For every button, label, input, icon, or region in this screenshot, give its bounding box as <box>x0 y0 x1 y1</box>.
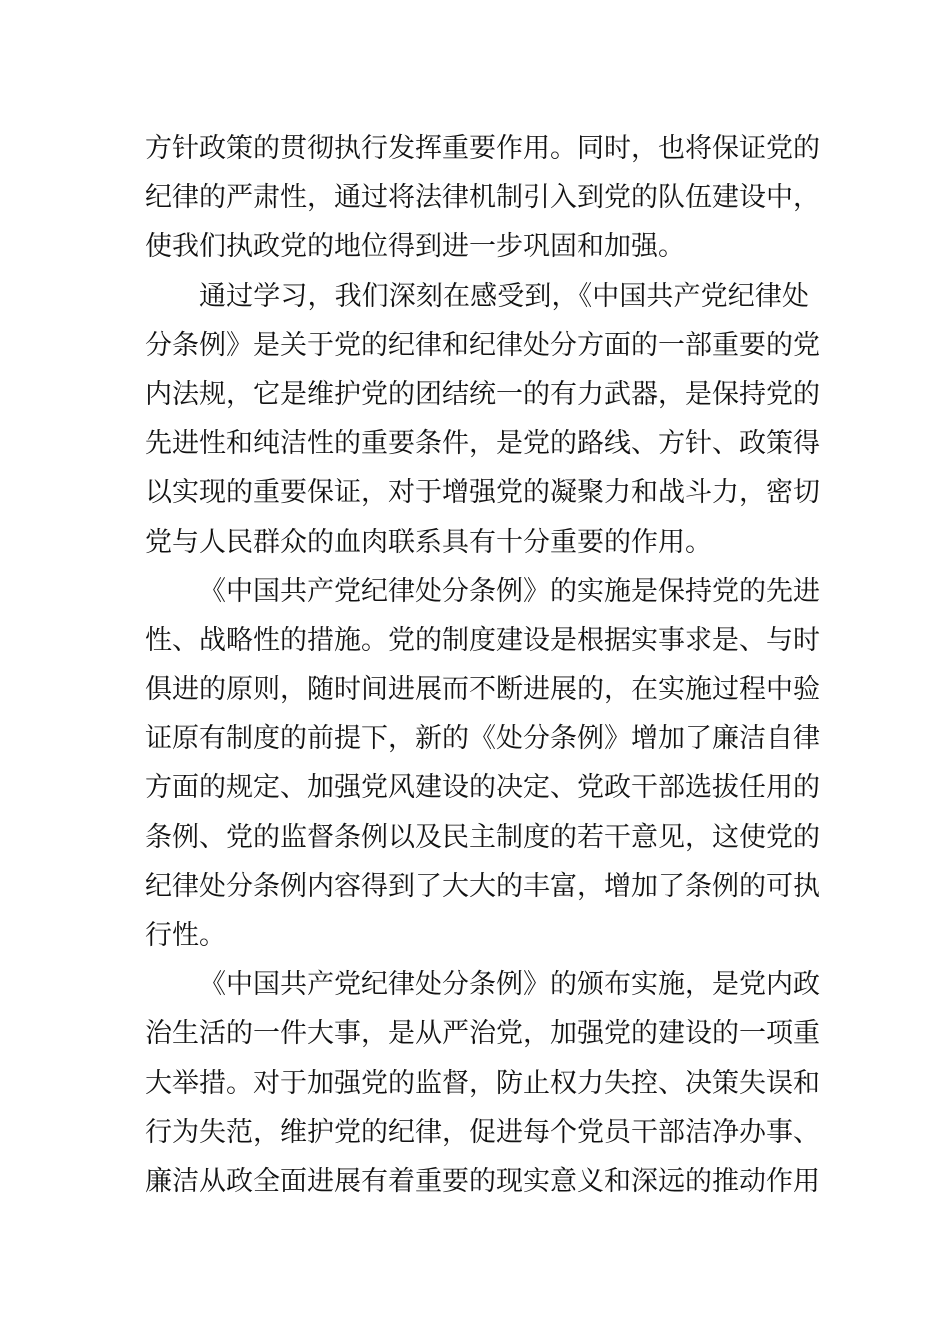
text-line: 行为失范，维护党的纪律，促进每个党员干部洁净办事、 <box>145 1116 820 1148</box>
text-line: 使我们执政党的地位得到进一步巩固和加强。 <box>145 231 685 263</box>
text-line: 党与人民群众的血肉联系具有十分重要的作用。 <box>145 526 712 558</box>
text-line: 俱进的原则，随时间进展而不断进展的，在实施过程中验 <box>145 674 820 706</box>
text-line: 纪律处分条例内容得到了大大的丰富，增加了条例的可执 <box>145 870 820 902</box>
text-line: 分条例》是关于党的纪律和纪律处分方面的一部重要的党 <box>145 329 820 361</box>
text-line: 纪律的严肃性，通过将法律机制引入到党的队伍建设中， <box>145 182 820 214</box>
text-line: 廉洁从政全面进展有着重要的现实意义和深远的推动作用 <box>145 1165 820 1197</box>
text-line: 性、战略性的措施。党的制度建设是根据实事求是、与时 <box>145 624 820 656</box>
text-line: 《中国共产党纪律处分条例》的实施是保持党的先进 <box>199 575 820 607</box>
text-line: 方面的规定、加强党风建设的决定、党政干部选拔任用的 <box>145 772 820 804</box>
text-line: 内法规，它是维护党的团结统一的有力武器，是保持党的 <box>145 378 820 410</box>
text-line: 大举措。对于加强党的监督，防止权力失控、决策失误和 <box>145 1067 820 1099</box>
text-line: 条例、党的监督条例以及民主制度的若干意见，这使党的 <box>145 821 820 853</box>
text-line: 先进性和纯洁性的重要条件，是党的路线、方针、政策得 <box>145 428 820 460</box>
text-line: 通过学习，我们深刻在感受到，《中国共产党纪律处 <box>199 280 809 312</box>
text-line: 方针政策的贯彻执行发挥重要作用。同时，也将保证党的 <box>145 133 820 164</box>
text-line: 证原有制度的前提下，新的《处分条例》增加了廉洁自律 <box>145 723 820 755</box>
text-line: 行性。 <box>145 920 226 951</box>
document-body <box>145 124 820 1206</box>
text-line: 治生活的一件大事，是从严治党，加强党的建设的一项重 <box>145 1018 820 1050</box>
text-line: 《中国共产党纪律处分条例》的颁布实施，是党内政 <box>199 969 820 1001</box>
text-line: 以实现的重要保证，对于增强党的凝聚力和战斗力，密切 <box>145 477 820 509</box>
